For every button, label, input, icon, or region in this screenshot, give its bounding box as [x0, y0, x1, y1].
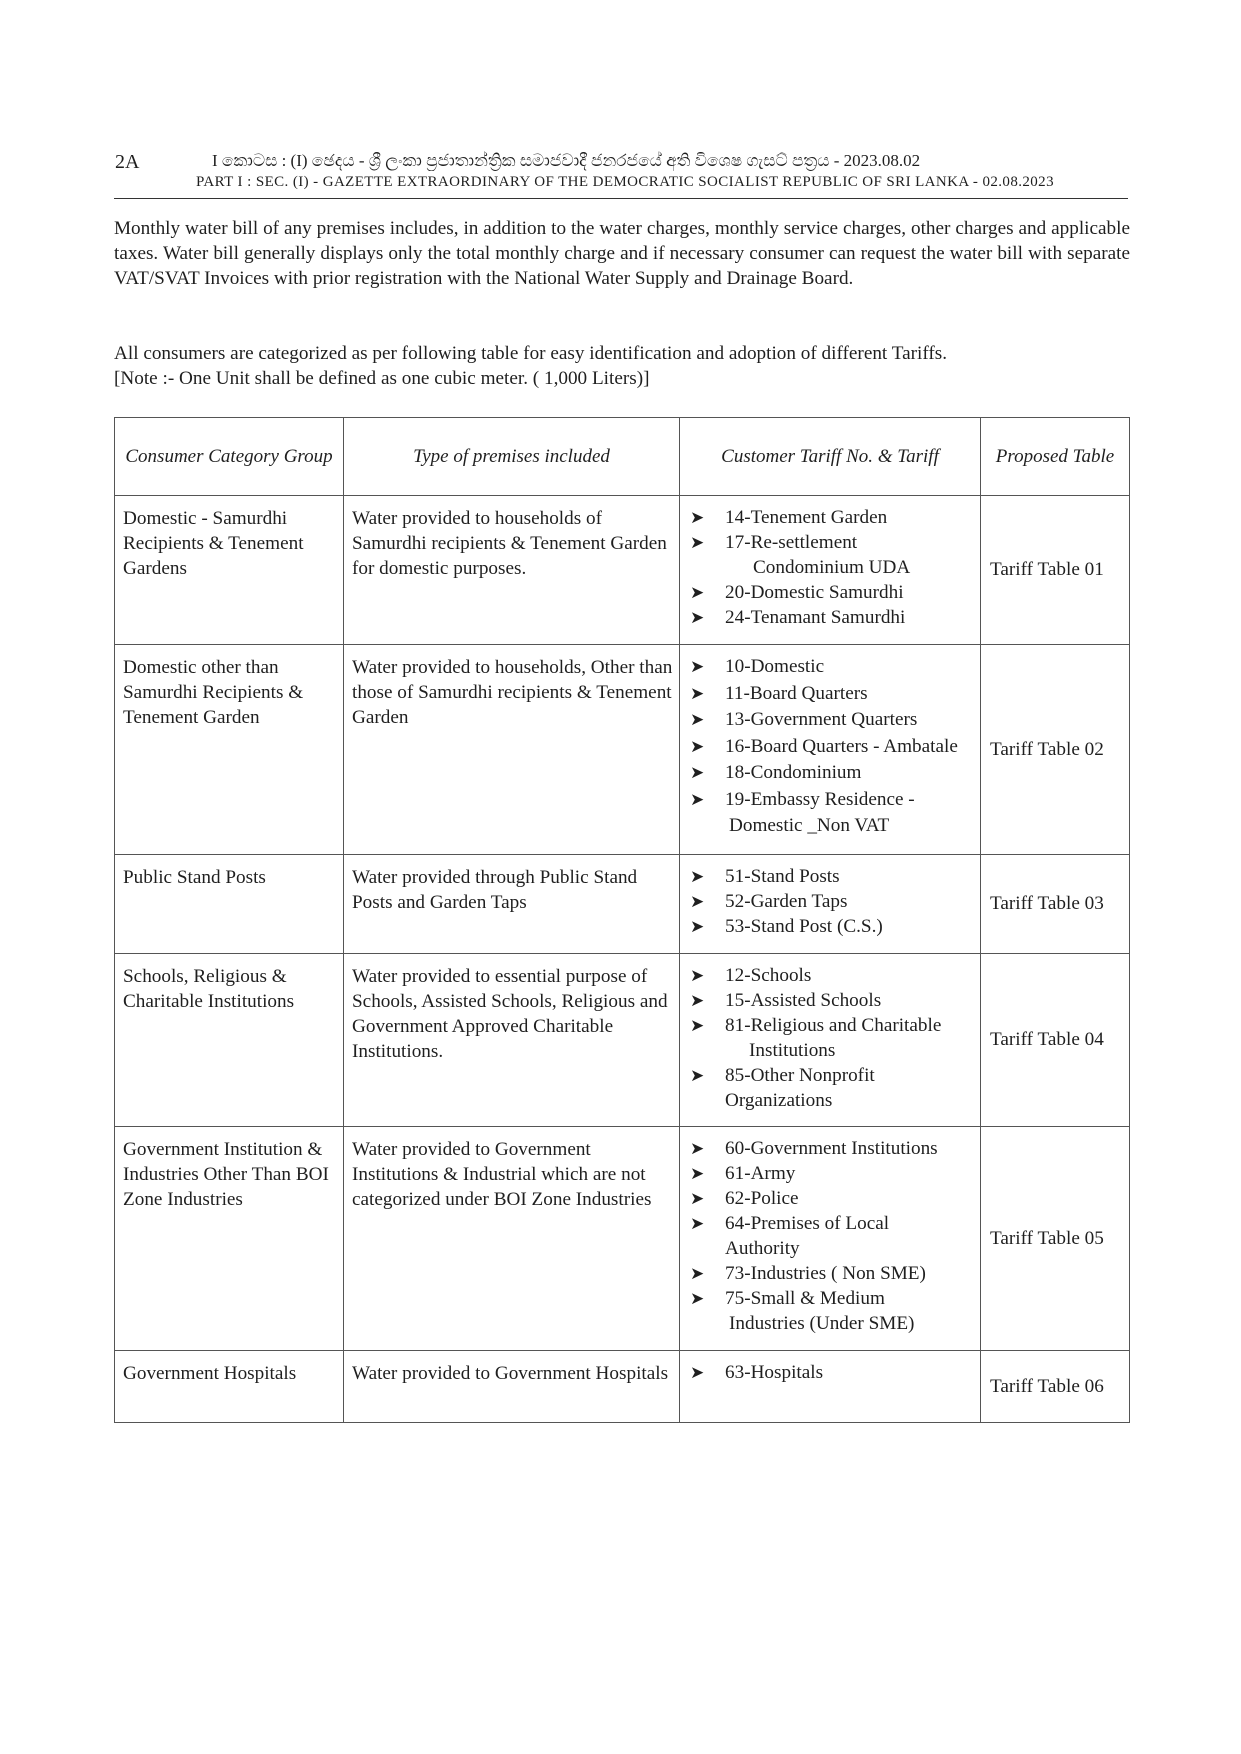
tariff-item: [690, 1161, 978, 1186]
arrow-bullet-icon: ➤: [690, 533, 705, 552]
consumer-category-cell: Government Hospitals: [115, 1351, 344, 1423]
arrow-bullet-icon: ➤: [690, 583, 705, 602]
tariff-item: [690, 707, 978, 734]
tariff-item: [690, 864, 978, 889]
tariff-item-text: 12-Schools: [725, 965, 812, 986]
arrow-bullet-icon: ➤: [690, 508, 705, 527]
arrow-bullet-icon: ➤: [690, 917, 705, 936]
tariff-item: [690, 530, 978, 580]
premises-type-cell: Water provided to Government Institutions & Industrial which are not categorized under BOI Zone Industries: [344, 1127, 680, 1351]
tariff-item-text: 60-Government Institutions: [725, 1138, 938, 1159]
tariff-item: [690, 1360, 978, 1385]
arrow-bullet-icon: ➤: [690, 608, 705, 627]
arrow-bullet-icon: ➤: [690, 763, 705, 782]
arrow-bullet-icon: ➤: [690, 683, 705, 703]
header-customer-tariff: Customer Tariff No. & Tariff: [680, 418, 981, 496]
intro-paragraph: Monthly water bill of any premises includes, in addition to the water charges, monthly service charges, other charges and applicable taxes. Water bill generally displays only the total monthly charge and if necessary consumer can request the water bill with separate VAT/SVAT Invoices with prior registration with the National Water Supply and Drainage Board.: [114, 218, 1130, 289]
arrow-bullet-icon: ➤: [690, 1139, 705, 1158]
proposed-table-cell: Tariff Table 04: [981, 954, 1130, 1127]
table-row: [115, 855, 1130, 954]
tariff-item-text: 61-Army: [725, 1163, 796, 1184]
tariff-category-table: [114, 417, 1130, 1423]
tariff-item: [690, 760, 978, 787]
tariff-item-text: 53-Stand Post (C.S.): [725, 916, 883, 937]
arrow-bullet-icon: ➤: [690, 892, 705, 911]
header-premises-type: Type of premises included: [344, 418, 680, 496]
customer-tariff-cell: [680, 645, 981, 855]
consumer-category-cell: Domestic - Samurdhi Recipients & Tenement Gardens: [115, 496, 344, 645]
premises-type-cell: Water provided through Public Stand Posts and Garden Taps: [344, 855, 680, 954]
arrow-bullet-icon: ➤: [690, 1363, 705, 1382]
tariff-item: [690, 654, 978, 681]
header-consumer-category: Consumer Category Group: [115, 418, 344, 496]
tariff-item: [690, 1261, 978, 1286]
tariff-item-continuation: Organizations: [725, 1090, 833, 1111]
tariff-item-text: 73-Industries ( Non SME): [725, 1263, 926, 1284]
unit-note: [Note :- One Unit shall be defined as one cubic meter. ( 1,000 Liters)]: [114, 368, 650, 389]
consumer-category-cell: Government Institution & Industries Other Than BOI Zone Industries: [115, 1127, 344, 1351]
tariff-item-text: 17-Re-settlement: [725, 532, 858, 553]
tariff-item-text: 51-Stand Posts: [725, 866, 840, 887]
tariff-item: [690, 1186, 978, 1211]
tariff-item: [690, 1211, 978, 1261]
tariff-item-text: 75-Small & Medium: [725, 1288, 885, 1309]
tariff-item-text: 13-Government Quarters: [725, 709, 918, 730]
customer-tariff-cell: [680, 855, 981, 954]
table-row: [115, 496, 1130, 645]
premises-type-cell: Water provided to households, Other than those of Samurdhi recipients & Tenement Garden: [344, 645, 680, 855]
tariff-item: [690, 787, 978, 840]
tariff-item-text: 64-Premises of Local: [725, 1213, 890, 1234]
tariff-item-continuation: Authority: [725, 1238, 800, 1259]
header-proposed-table: Proposed Table: [981, 418, 1130, 496]
table-header-row: [115, 418, 1130, 496]
tariff-item-continuation: Institutions: [749, 1040, 836, 1061]
tariff-item: [690, 681, 978, 708]
tariff-item: [690, 1136, 978, 1161]
tariff-item: [690, 963, 978, 988]
arrow-bullet-icon: ➤: [690, 657, 705, 676]
arrow-bullet-icon: ➤: [690, 1189, 705, 1208]
premises-type-cell: Water provided to essential purpose of Schools, Assisted Schools, Religious and Government Approved Charitable Institutions.: [344, 954, 680, 1127]
arrow-bullet-icon: ➤: [690, 1066, 705, 1085]
tariff-item: [690, 914, 978, 939]
table-row: [115, 1351, 1130, 1423]
customer-tariff-cell: [680, 954, 981, 1127]
customer-tariff-cell: [680, 1351, 981, 1423]
table-row: [115, 954, 1130, 1127]
table-row: [115, 1127, 1130, 1351]
consumer-category-cell: Schools, Religious & Charitable Institutions: [115, 954, 344, 1127]
header-divider: [114, 198, 1128, 199]
tariff-item: [690, 734, 978, 761]
tariff-item: [690, 580, 978, 605]
tariff-item-text: 18-Condominium: [725, 762, 862, 783]
arrow-bullet-icon: ➤: [690, 789, 705, 809]
proposed-table-cell: Tariff Table 06: [981, 1351, 1130, 1423]
header-english-title: PART I : SEC. (I) - GAZETTE EXTRAORDINARY OF THE DEMOCRATIC SOCIALIST REPUBLIC OF SRI LANKA - 02.08.2023: [196, 174, 1054, 190]
tariff-item: [690, 1013, 978, 1063]
tariff-item-continuation: Condominium UDA: [753, 557, 911, 578]
tariff-item-text: 19-Embassy Residence -: [725, 788, 915, 810]
tariff-item: [690, 505, 978, 530]
table-row: [115, 645, 1130, 855]
tariff-item: [690, 988, 978, 1013]
tariff-item: [690, 889, 978, 914]
tariff-item-text: 63-Hospitals: [725, 1362, 824, 1383]
consumer-category-cell: Domestic other than Samurdhi Recipients & Tenement Garden: [115, 645, 344, 855]
customer-tariff-cell: [680, 496, 981, 645]
tariff-item-text: 14-Tenement Garden: [725, 507, 888, 528]
premises-type-cell: Water provided to Government Hospitals: [344, 1351, 680, 1423]
arrow-bullet-icon: ➤: [690, 736, 705, 756]
tariff-item-text: 85-Other Nonprofit: [725, 1065, 875, 1086]
arrow-bullet-icon: ➤: [690, 991, 705, 1010]
tariff-item-text: 15-Assisted Schools: [725, 990, 882, 1011]
tariff-item-text: 16-Board Quarters - Ambatale: [725, 735, 958, 757]
tariff-item-continuation: Domestic _Non VAT: [729, 815, 890, 836]
customer-tariff-cell: [680, 1127, 981, 1351]
arrow-bullet-icon: ➤: [690, 710, 705, 729]
tariff-item-text: 10-Domestic: [725, 656, 825, 677]
arrow-bullet-icon: ➤: [690, 1264, 705, 1283]
tariff-item-text: 24-Tenamant Samurdhi: [725, 607, 906, 628]
proposed-table-cell: Tariff Table 05: [981, 1127, 1130, 1351]
tariff-item-text: 81-Religious and Charitable: [725, 1015, 942, 1036]
arrow-bullet-icon: ➤: [690, 867, 705, 886]
arrow-bullet-icon: ➤: [690, 1164, 705, 1183]
category-intro-block: [114, 341, 1130, 391]
proposed-table-cell: Tariff Table 03: [981, 855, 1130, 954]
tariff-item: [690, 1286, 978, 1336]
arrow-bullet-icon: ➤: [690, 1214, 705, 1233]
proposed-table-cell: Tariff Table 01: [981, 496, 1130, 645]
consumer-category-cell: Public Stand Posts: [115, 855, 344, 954]
category-intro-text: All consumers are categorized as per following table for easy identification and adoption of different Tariffs.: [114, 343, 948, 364]
arrow-bullet-icon: ➤: [690, 966, 705, 985]
tariff-item-continuation: Industries (Under SME): [729, 1313, 915, 1334]
tariff-item-text: 20-Domestic Samurdhi: [725, 582, 904, 603]
proposed-table-cell: Tariff Table 02: [981, 645, 1130, 855]
tariff-item: [690, 605, 978, 630]
tariff-item-text: 11-Board Quarters: [725, 682, 868, 704]
page-number: 2A: [115, 151, 140, 173]
arrow-bullet-icon: ➤: [690, 1016, 705, 1035]
tariff-item: [690, 1063, 978, 1113]
premises-type-cell: Water provided to households of Samurdhi recipients & Tenement Garden for domestic purposes.: [344, 496, 680, 645]
header-sinhala-title: I කොටස : (I) ඡෙදය - ශ්‍රී ලංකා ප්‍රජාතාන්ත්‍රික සමාජවාදී ජනරජයේ අති විශෙෂ ගැසට් පත්‍රය - 2023.08.02: [212, 151, 921, 170]
tariff-item-text: 52-Garden Taps: [725, 891, 848, 912]
arrow-bullet-icon: ➤: [690, 1289, 705, 1308]
tariff-item-text: 62-Police: [725, 1188, 799, 1209]
